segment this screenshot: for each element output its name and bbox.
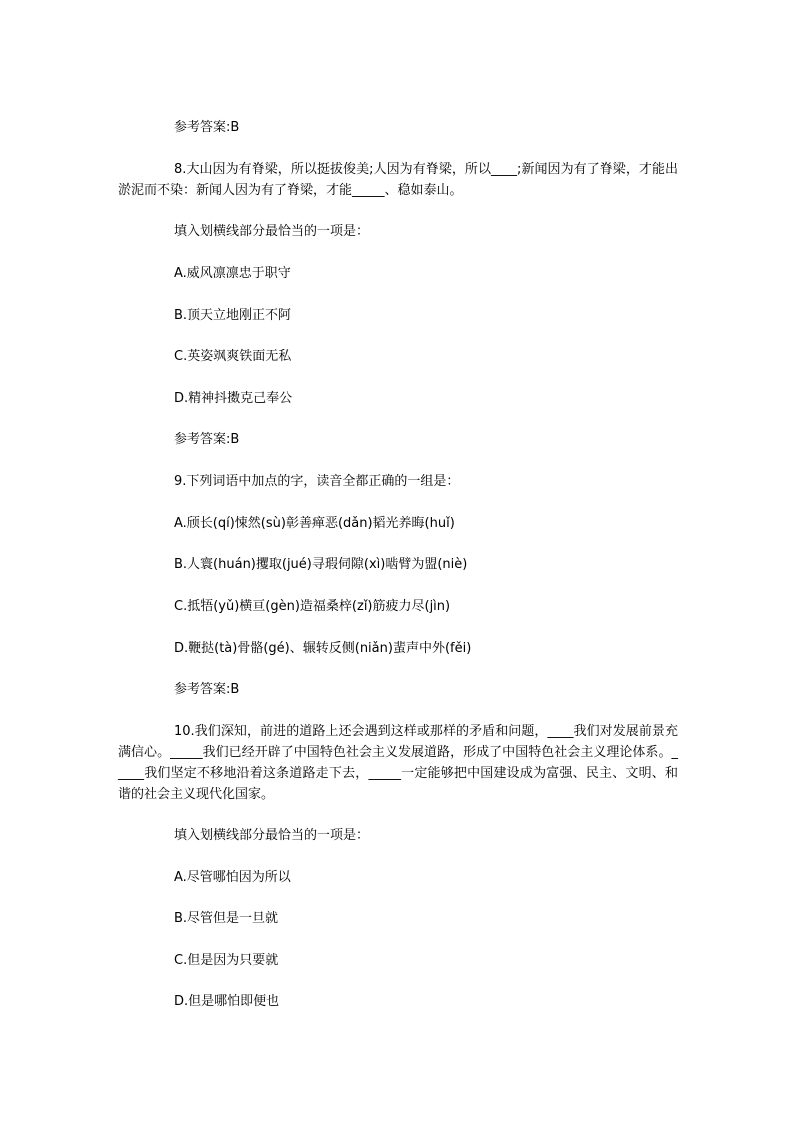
q8-stem: 8.大山因为有脊梁，所以挺拔俊美;人因为有脊梁，所以____;新闻因为有了脊梁，才能出淤泥而不染：新闻人因为有了脊梁，才能_____、稳如泰山。 [118, 162, 678, 198]
q9-option-d: D.鞭挞(tà)骨骼(gé)、辗转反侧(niǎn)蜚声中外(fěi) [174, 641, 472, 656]
q10-option-a: A.尽管哪怕因为所以 [174, 870, 291, 885]
q9-option-b: B.人寰(huán)攫取(jué)寻瑕伺隙(xì)啮臂为盟(niè) [174, 557, 468, 572]
q10-instruction: 填入划横线部分最恰当的一项是： [174, 828, 370, 843]
q8-option-a: A.威风凛凛忠于职守 [174, 266, 291, 281]
q8-option-b: B.顶天立地刚正不阿 [174, 308, 292, 323]
q9-option-c: C.抵牾(yǔ)横亘(gèn)造福桑梓(zǐ)筋疲力尽(jìn) [174, 599, 451, 614]
q9-option-a: A.颀长(qí)悚然(sù)彰善瘅恶(dǎn)韬光养晦(huǐ) [174, 516, 455, 531]
q10-option-d: D.但是哪怕即便也 [174, 994, 280, 1009]
q9-answer: 参考答案:B [174, 682, 240, 697]
q8-option-d: D.精神抖擞克己奉公 [174, 391, 293, 406]
q10-option-c: C.但是因为只要就 [174, 953, 279, 968]
q7-answer: 参考答案:B [174, 120, 240, 135]
q10-option-b: B.尽管但是一旦就 [174, 911, 279, 926]
q8-answer: 参考答案:B [174, 432, 240, 447]
q8-instruction: 填入划横线部分最恰当的一项是： [174, 224, 370, 239]
q10-stem: 10.我们深知，前进的道路上还会遇到这样或那样的矛盾和问题，____我们对发展前景充满信心。_____我们已经开辟了中国特色社会主义发展道路，形成了中国特色社会主义理论体系。_____我们坚定不移地沿着这条道路走下去，_____一定能够把中国建设成为富强、民主、文明、和谐的社会主义现代化国家。 [118, 724, 678, 802]
q9-stem: 9.下列词语中加点的字，读音全都正确的一组是： [174, 474, 460, 489]
q8-option-c: C.英姿飒爽铁面无私 [174, 349, 292, 364]
